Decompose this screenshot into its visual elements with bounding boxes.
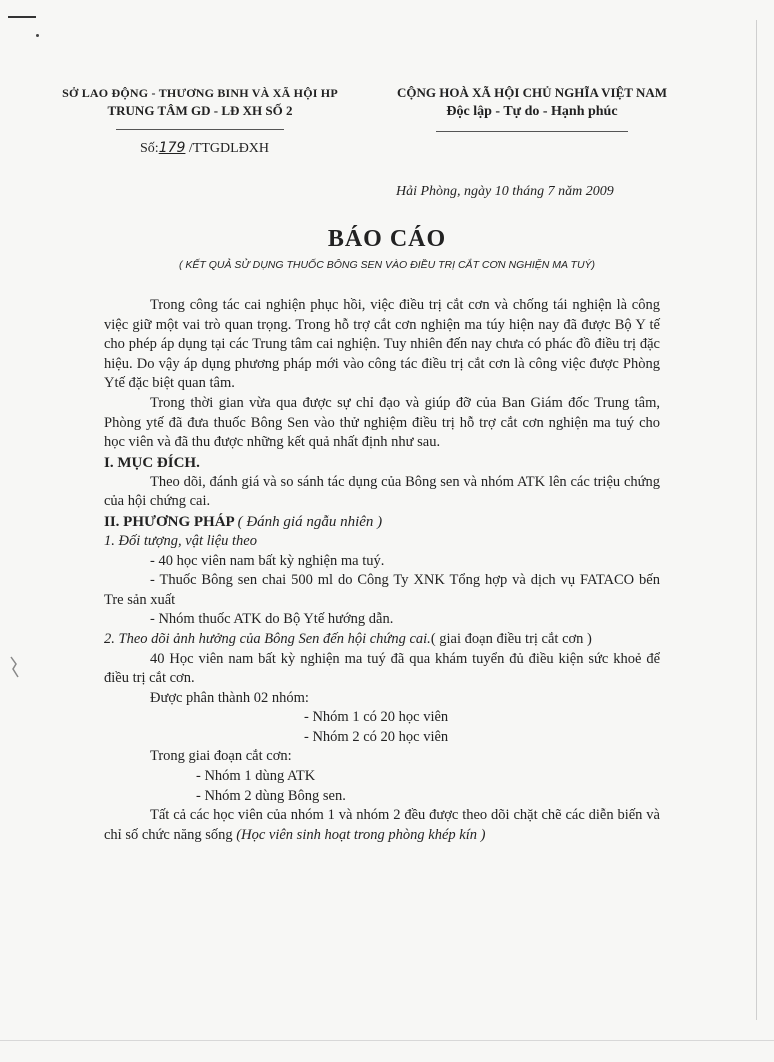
section-2-heading <box>104 512 660 532</box>
ministry-name: SỞ LAO ĐỘNG - THƯƠNG BINH VÀ XÃ HỘI HP <box>62 86 338 100</box>
subjects-paragraph: 40 Học viên nam bất kỳ nghiện ma tuý đã qua khám tuyển đủ điều kiện sức khoẻ để điều trị cắt cơn. <box>104 650 660 687</box>
scan-edge-right <box>756 20 757 1020</box>
intro-paragraph-2: Trong thời gian vừa qua được sự chỉ đạo và giúp đỡ của Ban Giám đốc Trung tâm, Phòng ytế đã đưa thuốc Bông Sen vào thử nghiệm điều trị hỗ trợ cắt cơn nghiện ma tuý cho học viên và đã thu được những kết quả nhất định như sau. <box>104 394 660 451</box>
monitoring-paragraph <box>104 806 660 845</box>
grouping-paragraph: Được phân thành 02 nhóm: <box>150 689 309 706</box>
monitoring-text: Tất cả các học viên của nhóm 1 và nhóm 2 đều được theo dõi chặt chẽ các diễn biến và chỉ số chức năng sống <box>104 807 660 843</box>
phase-paragraph: Trong giai đoạn cắt cơn: <box>150 748 292 765</box>
group-item-2: - Nhóm 2 có 20 học viên <box>304 728 449 745</box>
center-name: TRUNG TÂM GD - LĐ XH SỐ 2 <box>107 103 293 118</box>
subsection-1-heading: 1. Đối tượng, vật liệu theo <box>104 532 257 549</box>
header-right-rule <box>436 131 628 132</box>
scan-edge-bottom <box>0 1040 774 1041</box>
document-body <box>104 296 660 845</box>
document-title: BÁO CÁO <box>327 226 447 252</box>
country-name: CỘNG HOÀ XÃ HỘI CHỦ NGHĨA VIỆT NAM <box>396 85 668 100</box>
header-left-rule <box>116 129 284 130</box>
header-right <box>372 84 692 122</box>
section-1-heading: I. MỤC ĐÍCH. <box>104 454 200 471</box>
document-number <box>140 140 269 157</box>
document-subtitle: ( KẾT QUẢ SỬ DỤNG THUỐC BÔNG SEN VÀO ĐIỀU TRỊ CẮT CƠN NGHIỆN MA TUÝ) <box>178 259 596 271</box>
section-1-text: Theo dõi, đánh giá và so sánh tác dụng của Bông sen và nhóm ATK lên các triệu chứng của hội chứng cai. <box>104 473 660 510</box>
phase-item-2: - Nhóm 2 dùng Bông sen. <box>196 787 346 804</box>
subsection-2-tail: ( giai đoạn điều trị cắt cơn ) <box>430 630 592 647</box>
subject-item-2: - Thuốc Bông sen chai 500 ml do Công Ty XNK Tổng hợp và dịch vụ FATACO bến Tre sản xuất <box>104 572 660 608</box>
document-number-value: 179 <box>158 140 186 156</box>
scan-mark-top <box>8 16 36 18</box>
monitoring-note: (Học viên sinh hoạt trong phòng khép kín ) <box>236 826 486 843</box>
document-number-suffix: /TTGDLĐXH <box>185 141 270 156</box>
subsection-2-title: 2. Theo dõi ảnh hưởng của Bông Sen đến hội chứng cai. <box>104 630 431 647</box>
subject-item-1: - 40 học viên nam bất kỳ nghiện ma tuý. <box>150 552 385 569</box>
phase-item-1: - Nhóm 1 dùng ATK <box>196 768 316 785</box>
group-item-1: - Nhóm 1 có 20 học viên <box>304 709 449 726</box>
section-2-heading-text: II. PHƯƠNG PHÁP <box>104 513 234 530</box>
header-left <box>40 84 360 120</box>
motto: Độc lập - Tự do - Hạnh phúc <box>446 104 618 119</box>
scan-mark-left <box>8 655 22 683</box>
scan-mark-dot <box>36 34 39 37</box>
subject-item-3: - Nhóm thuốc ATK do Bộ Ytế hướng dẫn. <box>150 611 394 628</box>
subsection-2-heading <box>104 630 660 650</box>
document-number-prefix: Số: <box>140 141 159 156</box>
intro-paragraph-1: Trong công tác cai nghiện phục hồi, việc điều trị cắt cơn và chống tái nghiện là công việc giữ một vai trò quan trọng. Trong hỗ trợ cắt cơn nghiện ma túy hiện nay đã được Bộ Y tế cho phép áp dụng tại các Trung tâm cai nghiện. Tuy nhiên đến nay chưa có phác đồ điều trị đặc hiệu. Do vậy áp dụng phương pháp mới vào công tác điều trị cắt cơn là công việc được Phòng Ytế đặc biệt quan tâm. <box>104 297 660 392</box>
date-line: Hải Phòng, ngày 10 tháng 7 năm 2009 <box>396 184 614 199</box>
section-2-heading-note: ( Đánh giá ngẫu nhiên ) <box>237 513 383 530</box>
